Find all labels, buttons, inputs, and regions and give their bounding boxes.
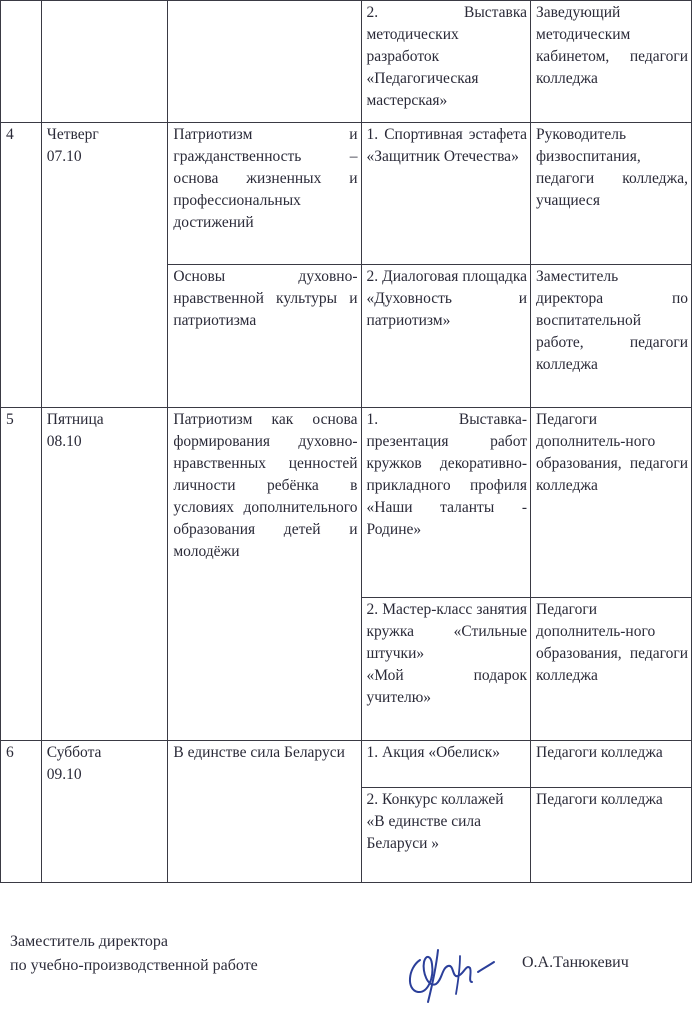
responsible-cell: Заведующий методическим кабинетом, педагоги колледжа (531, 1, 692, 123)
table-row (1, 1, 692, 123)
event-cell: 1. Спортивная эстафета «Защитник Отечества» (361, 123, 531, 265)
signatory-position (10, 930, 258, 978)
responsible-cell: Педагоги колледжа (531, 788, 692, 883)
signatory-name: О.А.Танюкевич (522, 954, 629, 971)
theme-cell: Патриотизм и гражданственность – основа жизненных и профессиональных достижений (168, 123, 361, 265)
day-cell: Четверг 07.10 (41, 123, 168, 408)
day-cell: Пятница 08.10 (41, 408, 168, 741)
table-row (1, 123, 692, 265)
position-line: по учебно-производственной работе (10, 957, 258, 974)
responsible-cell: Заместитель директора по воспитательной работе, педагоги колледжа (531, 265, 692, 408)
responsible-cell: Руководитель физвоспитания, педагоги колледжа, учащиеся (531, 123, 692, 265)
position-line: Заместитель директора (10, 933, 169, 950)
row-number-cell: 6 (1, 741, 42, 883)
theme-cell: В единстве сила Беларуси (168, 741, 361, 883)
responsible-cell: Педагоги дополнитель-ного образования, педагоги колледжа (531, 408, 692, 598)
theme-cell: Патриотизм как основа формирования духовно-нравственных ценностей личности ребёнка в условиях дополнительного образования детей и молодёжи (168, 408, 361, 741)
event-cell: 2. Мастер-класс занятия кружка «Стильные штучки» «Мой подарок учителю» (361, 598, 531, 741)
responsible-cell: Педагоги дополнитель-ного образования, педагоги колледжа (531, 598, 692, 741)
row-number-cell: 5 (1, 408, 42, 741)
event-cell: 1. Выставка-презентация работ кружков декоративно-прикладного профиля «Наши таланты - Родине» (361, 408, 531, 598)
responsible-cell: Педагоги колледжа (531, 741, 692, 788)
row-number-cell: 4 (1, 123, 42, 408)
table-row (1, 408, 692, 598)
row-number-cell (1, 1, 42, 123)
day-cell (41, 1, 168, 123)
theme-cell: Основы духовно-нравственной культуры и патриотизма (168, 265, 361, 408)
theme-cell (168, 1, 361, 123)
event-cell: 2. Диалоговая площадка «Духовность и патриотизм» (361, 265, 531, 408)
day-cell: Суббота 09.10 (41, 741, 168, 883)
signature-mark (398, 938, 498, 1004)
event-cell: 1. Акция «Обелиск» (361, 741, 531, 788)
event-cell: 2. Конкурс коллажей «В единстве сила Беларуси » (361, 788, 531, 883)
event-cell: 2. Выставка методических разработок «Педагогическая мастерская» (361, 1, 531, 123)
table-row (1, 741, 692, 788)
